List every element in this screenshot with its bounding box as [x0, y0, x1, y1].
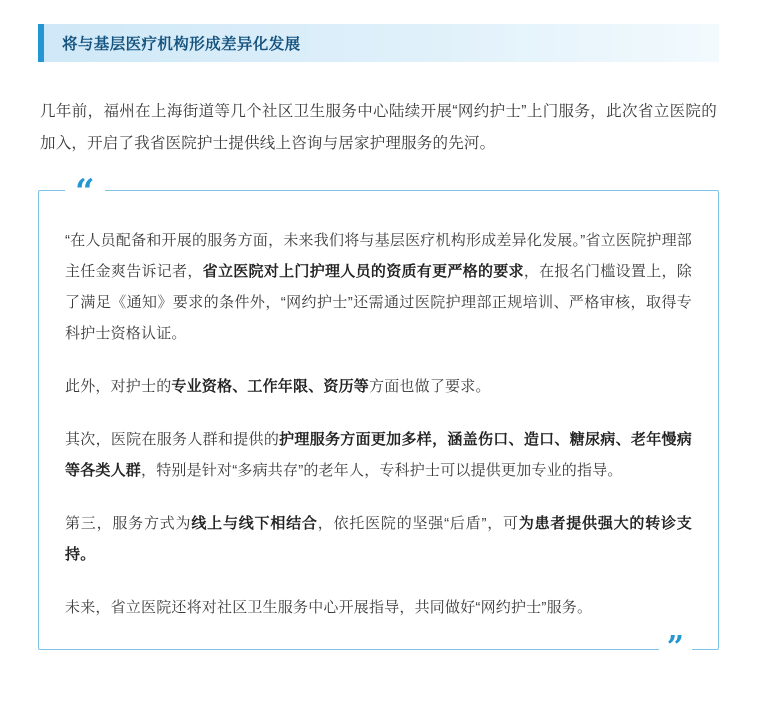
body-text: “在人员配备和开展的服务方面，未来我们将与基层医疗机构形成差异化发展。”省立医院护理部主任金爽告诉记者， — [65, 232, 692, 280]
body-text: 此外，对护士的 — [65, 378, 172, 395]
quote-paragraph — [65, 592, 692, 623]
emphasis-text: 线上与线下相结合 — [191, 515, 318, 532]
body-text: 第三，服务方式为 — [65, 515, 192, 532]
body-text: 其次，医院在服务人群和提供的 — [65, 431, 280, 448]
body-text: ，依托医院的坚强“后盾”，可 — [317, 515, 519, 532]
intro-paragraph: 几年前，福州在上海街道等几个社区卫生服务中心陆续开展“网约护士”上门服务，此次省立医院的加入，开启了我省医院护士提供线上咨询与居家护理服务的先河。 — [40, 103, 717, 152]
pull-quote-box — [38, 172, 719, 665]
quote-paragraph — [65, 225, 692, 349]
emphasis-text: 省立医院对上门护理人员的资质有更严格的要求 — [202, 263, 524, 280]
emphasis-text: 为患者提供强大的转诊支持。 — [65, 515, 692, 563]
body-text: 方面也做了要求。 — [369, 378, 491, 395]
quote-paragraph — [65, 424, 692, 486]
emphasis-text: 专业资格、工作年限、资历等 — [171, 378, 370, 395]
body-text: ，在报名门槛设置上，除了满足《通知》要求的条件外，“网约护士”还需通过医院护理部正规培训、严格审核，取得专科护士资格认证。 — [65, 263, 692, 342]
body-text: ，特别是针对“多病共存”的老年人，专科护士可以提供更加专业的指导。 — [141, 462, 623, 479]
quote-paragraph — [65, 371, 692, 402]
emphasis-text: 护理服务方面更加多样，涵盖伤口、造口、糖尿病、老年慢病等各类人群 — [65, 431, 692, 479]
section-heading-band — [38, 24, 719, 62]
quote-paragraph — [65, 508, 692, 570]
quote-close-icon: ” — [659, 633, 692, 663]
quote-body — [65, 225, 692, 623]
body-text: 未来，省立医院还将对社区卫生服务中心开展指导，共同做好“网约护士”服务。 — [65, 599, 593, 616]
quote-open-icon: “ — [65, 175, 105, 209]
page-title: 将与基层医疗机构形成差异化发展 — [62, 36, 301, 53]
